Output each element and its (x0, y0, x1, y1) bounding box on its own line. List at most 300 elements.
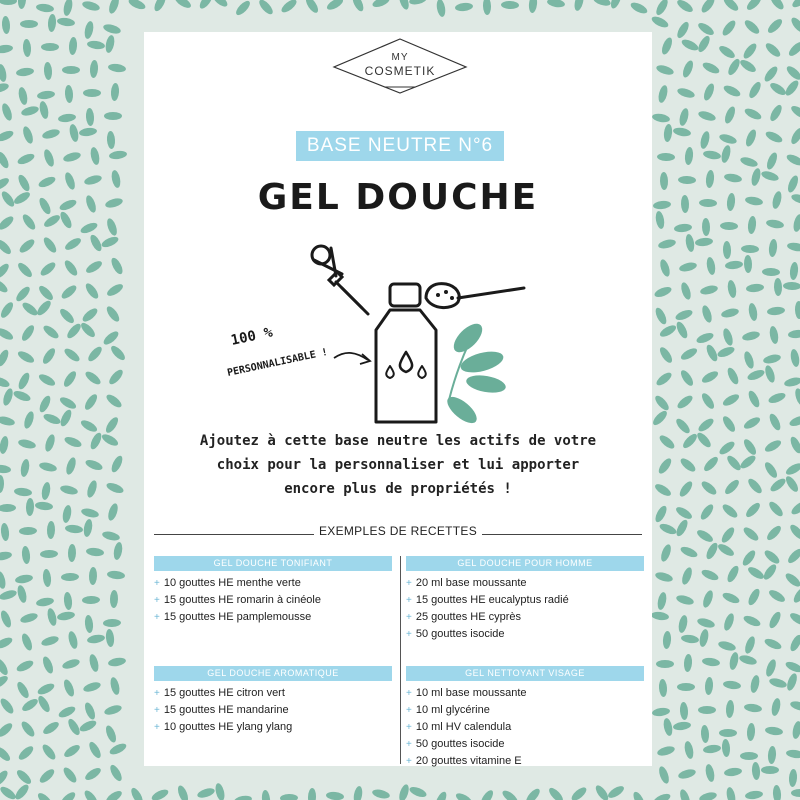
leaf-shape (86, 345, 104, 364)
leaf-shape (103, 703, 123, 716)
leaf-shape (16, 584, 28, 603)
leaf-shape (723, 680, 742, 690)
leaf-shape (764, 129, 784, 144)
leaf-shape (652, 707, 671, 717)
leaf-shape (662, 631, 671, 650)
leaf-shape (788, 633, 800, 653)
callout-label-text: PERSONNALISABLE ! (226, 346, 329, 379)
leaf-shape (85, 479, 98, 499)
leaf-shape (43, 62, 52, 81)
leaf-shape (787, 40, 800, 58)
leaf-shape (0, 63, 8, 82)
leaf-shape (744, 703, 763, 713)
callout-percent-text: 100 % (229, 324, 275, 349)
leaf-shape (704, 343, 719, 363)
leaf-shape (747, 80, 763, 100)
leaf-shape (744, 128, 758, 148)
leaf-shape (234, 0, 252, 17)
leaf-shape (741, 245, 759, 254)
ingredient-list (154, 575, 392, 626)
leaf-shape (83, 281, 100, 300)
leaf-shape (87, 740, 103, 760)
leaf-shape (501, 1, 519, 10)
ingredient-item: + 20 ml base moussante (406, 577, 527, 589)
recipe-title: GEL NETTOYANT VISAGE (406, 666, 644, 681)
leaf-shape (681, 432, 699, 451)
leaf-shape (40, 481, 51, 500)
leaf-shape (0, 609, 13, 629)
leaf-shape (654, 210, 665, 229)
leaf-shape (720, 307, 739, 319)
leaf-shape (14, 487, 33, 497)
leaf-shape (105, 629, 115, 648)
leaf-shape (746, 283, 765, 293)
leaf-shape (791, 789, 800, 797)
leaf-shape (658, 522, 678, 537)
leaf-shape (631, 790, 647, 800)
ingredient-item: + 15 gouttes HE citron vert (154, 687, 285, 699)
leaf-shape (744, 255, 753, 273)
plus-icon: + (406, 688, 412, 699)
leaf-shape (1, 16, 10, 35)
leaf-shape (16, 261, 34, 280)
leaf-shape (739, 155, 759, 168)
leaf-shape (786, 241, 800, 252)
leaf-shape (84, 615, 94, 634)
leaf-shape (660, 36, 674, 56)
leaf-shape (104, 789, 123, 800)
leaf-shape (654, 0, 670, 17)
leaf-shape (479, 788, 496, 800)
leaf-shape (740, 752, 758, 760)
leaf-shape (0, 464, 11, 474)
leaf-shape (770, 697, 782, 716)
leaf-shape (82, 596, 100, 605)
leaf-shape (326, 791, 345, 800)
leaf-shape (36, 681, 56, 696)
leaf-shape (702, 82, 716, 102)
leaf-shape (698, 628, 710, 647)
leaf-shape (483, 0, 492, 15)
dropper-icon (312, 246, 368, 314)
leaf-shape (197, 0, 214, 11)
leaf-shape (570, 785, 589, 800)
leaf-shape (433, 790, 448, 800)
leaf-shape (89, 146, 101, 165)
intro-text (174, 429, 622, 501)
leaf-shape (62, 369, 79, 388)
leaf-shape (763, 637, 783, 652)
leaf-shape (57, 17, 76, 27)
leaf-shape (15, 658, 35, 673)
leaf-shape (721, 739, 730, 758)
leaf-shape (719, 729, 737, 737)
leaf-shape (82, 518, 93, 537)
leaf-shape (761, 766, 779, 774)
bottle-icon (376, 284, 436, 422)
leaf-shape (762, 268, 780, 277)
leaf-shape (789, 348, 800, 367)
ingredient-item: + 10 gouttes HE menthe verte (154, 577, 301, 589)
leaf-shape (41, 720, 60, 737)
leaf-shape (62, 346, 81, 363)
ingredient-item: + 15 gouttes HE romarin à cinéole (154, 594, 321, 606)
leaf-shape (61, 573, 79, 582)
leaf-shape (716, 542, 736, 558)
leaf-shape (742, 350, 755, 370)
leaf-shape (528, 0, 538, 13)
leaf-shape (784, 474, 800, 493)
leaf-shape (696, 34, 712, 54)
leaf-shape (19, 527, 37, 536)
leaf-shape (721, 414, 738, 433)
leaf-shape (702, 657, 721, 667)
leaf-shape (20, 300, 39, 317)
leaf-shape (680, 566, 694, 586)
leaf-shape (66, 717, 82, 737)
leaf-shape (68, 544, 77, 562)
leaf-shape (746, 368, 766, 382)
leaf-shape (0, 0, 17, 5)
plus-icon: + (154, 595, 160, 606)
leaf-shape (40, 550, 58, 559)
leaf-shape (46, 607, 58, 626)
leaf-shape (0, 550, 13, 561)
leaf-shape (678, 788, 692, 800)
leaf-shape (38, 767, 57, 785)
leaf-shape (408, 0, 427, 6)
leaf-shape (658, 679, 667, 698)
leaf-shape (681, 634, 700, 644)
leaf-shape (768, 81, 787, 98)
leaf-shape (63, 236, 83, 252)
leaf-shape (371, 0, 391, 9)
leaf-shape (12, 389, 32, 403)
ingredient-item: + 50 gouttes isocide (406, 738, 505, 750)
leaf-shape (57, 704, 77, 719)
leaf-shape (746, 477, 764, 496)
leaf-shape (0, 82, 10, 95)
leaf-shape (767, 412, 782, 432)
leaf-shape (675, 393, 694, 410)
leaf-shape (62, 66, 80, 74)
leaf-shape (454, 791, 474, 800)
leaf-shape (83, 766, 102, 783)
leaf-shape (42, 569, 52, 588)
ingredient-item: + 15 gouttes HE mandarine (154, 704, 289, 716)
leaf-shape (0, 657, 10, 677)
leaf-shape (720, 222, 738, 231)
leaf-shape (653, 200, 672, 210)
leaf-shape (68, 123, 80, 142)
leaf-shape (717, 640, 737, 653)
leaf-shape (785, 64, 800, 82)
leaf-shape (308, 788, 317, 800)
intro-line: Ajoutez à cette base neutre les actifs de votre (199, 433, 597, 449)
leaf-shape (325, 0, 345, 12)
leaf-shape (702, 455, 720, 474)
leaf-shape (725, 366, 740, 386)
plus-icon: + (406, 756, 412, 767)
leaf-shape (37, 196, 53, 216)
leaf-shape (214, 782, 226, 800)
leaf-shape (653, 482, 673, 498)
leaf-shape (22, 39, 31, 58)
leaf-shape (176, 784, 190, 800)
leaf-shape (14, 285, 32, 304)
leaf-shape (721, 327, 734, 347)
leaf-shape (767, 306, 786, 316)
leaf-shape (68, 37, 77, 56)
leaf-shape (678, 176, 696, 185)
leaf-shape (679, 456, 698, 474)
leaf-shape (16, 349, 36, 365)
measuring-spoon-icon (426, 284, 524, 308)
leaf-shape (78, 718, 98, 733)
leaf-shape (59, 484, 78, 496)
leaf-shape (653, 504, 669, 524)
ingredient-item: + 25 gouttes HE cyprès (406, 611, 522, 623)
leaf-shape (656, 745, 676, 758)
leaf-shape (40, 634, 60, 647)
leaf-shape (657, 84, 669, 103)
leaf-shape (233, 794, 252, 800)
leaf-shape (699, 0, 716, 15)
leaf-shape (0, 435, 10, 454)
leaf-shape (104, 34, 116, 53)
leaf-shape (699, 199, 717, 208)
leaf-shape (63, 435, 83, 449)
leaf-shape (653, 306, 668, 326)
leaf-shape (0, 348, 11, 368)
leaf-shape (721, 392, 741, 408)
leaf-shape (772, 785, 781, 800)
leaf-shape (741, 330, 760, 342)
leaf-shape (768, 677, 788, 690)
leaf-shape (41, 655, 55, 675)
leaf-shape (127, 0, 147, 11)
leaf-shape (36, 3, 55, 13)
leaf-shape (679, 346, 699, 362)
leaf-shape (765, 524, 783, 543)
leaf-shape (719, 525, 736, 544)
leaf-shape (17, 438, 36, 450)
leaf-shape (37, 284, 55, 303)
leaf-shape (0, 300, 15, 319)
leaf-shape (104, 415, 121, 434)
leaf-shape (675, 0, 694, 14)
leaf-shape (37, 394, 52, 414)
leaf-shape (17, 86, 29, 105)
leaf-shape (0, 588, 18, 601)
leaf-shape (15, 680, 31, 700)
leaf-shape (15, 768, 34, 786)
leaf-shape (783, 78, 800, 97)
leaf-shape (42, 213, 62, 229)
leaf-shape (725, 454, 743, 473)
column-divider (400, 556, 401, 764)
leaf-shape (656, 591, 668, 610)
leaf-shape (84, 194, 98, 214)
ingredient-item: + 50 gouttes isocide (406, 628, 505, 640)
leaf-shape (653, 285, 673, 299)
leaf-shape (64, 456, 77, 476)
leaf-shape (20, 697, 39, 714)
leaf-shape (683, 740, 695, 759)
leaf-shape (700, 304, 713, 324)
leaf-shape (697, 109, 717, 122)
leaf-shape (725, 260, 744, 270)
leaf-shape (58, 395, 78, 411)
leaf-shape (705, 170, 715, 189)
leaf-shape (703, 744, 722, 754)
leaf-shape (722, 612, 736, 632)
leaf-shape (79, 418, 99, 434)
leaf-shape (767, 610, 783, 630)
leaf-shape (725, 564, 741, 584)
leaf-shape (767, 746, 776, 765)
leaf-shape (56, 610, 75, 621)
leaf-shape (85, 108, 94, 127)
leaf-shape (81, 306, 100, 324)
leaf-shape (655, 63, 675, 76)
leaf-shape (768, 325, 779, 344)
leaf-shape (62, 258, 79, 277)
leaf-shape (104, 304, 121, 323)
leaf-shape (88, 233, 104, 253)
leaf-shape (352, 785, 363, 800)
leaf-shape (0, 189, 17, 208)
leaf-shape (64, 85, 73, 104)
leaf-shape (102, 23, 122, 36)
leaf-shape (675, 594, 695, 607)
leaf-shape (698, 706, 716, 714)
leaf-shape (764, 41, 783, 59)
leaf-shape (629, 0, 649, 15)
leaf-shape (788, 769, 797, 788)
leaf-shape (20, 323, 37, 342)
leaf-shape (129, 786, 145, 800)
brand-logo (330, 37, 470, 99)
leaf-shape (79, 321, 97, 340)
leaf-shape (659, 543, 673, 563)
leaf-shape (788, 611, 800, 627)
recipe-block (154, 666, 392, 736)
leaf-shape (35, 501, 54, 511)
leaf-shape (109, 676, 121, 695)
leaf-shape (657, 238, 676, 250)
leaf-shape (658, 258, 671, 278)
leaf-shape (721, 591, 741, 606)
leaf-shape (83, 701, 97, 721)
leaf-shape (107, 570, 126, 580)
leaf-shape (21, 546, 31, 565)
leaf-shape (60, 283, 79, 301)
leaf-shape (785, 672, 799, 692)
recipe-card (144, 32, 652, 766)
leaf-shape (261, 790, 271, 800)
leaf-shape (67, 630, 79, 649)
leaf-shape (36, 694, 52, 714)
leaf-shape (257, 0, 275, 16)
leaf-shape (673, 721, 692, 731)
leaf-shape (17, 744, 36, 762)
ingredient-item: + 10 ml HV calendula (406, 721, 512, 733)
leaf-shape (652, 792, 672, 800)
leaf-shape (41, 128, 61, 141)
leaf-shape (683, 654, 692, 673)
leaf-shape (704, 763, 716, 782)
leaf-shape (0, 375, 11, 389)
leaf-shape (746, 565, 766, 581)
leaf-shape (20, 105, 40, 118)
leaf-shape (108, 741, 128, 756)
leaf-shape (350, 0, 365, 13)
leaf-shape (791, 585, 800, 604)
leaf-shape (79, 127, 98, 137)
leaf-shape (788, 329, 800, 339)
leaf-shape (84, 458, 104, 472)
leaf-shape (35, 596, 54, 607)
leaf-shape (660, 172, 669, 190)
leaf-shape (80, 507, 99, 519)
leaf-shape (0, 102, 14, 122)
leaf-shape (0, 262, 11, 281)
leaf-shape (743, 106, 763, 121)
leaf-shape (19, 611, 39, 624)
leaf-shape (764, 658, 778, 678)
leaf-shape (744, 501, 762, 520)
leaf-shape (0, 769, 10, 788)
leaf-shape (58, 307, 76, 326)
leaf-shape (83, 20, 95, 39)
leaf-shape (0, 523, 10, 542)
leaf-shape (83, 174, 103, 187)
leaf-shape (88, 653, 100, 672)
plus-icon: + (154, 688, 160, 699)
leaf-shape (47, 14, 56, 33)
leaf-shape (696, 416, 715, 433)
leaf-shape (39, 260, 58, 278)
leaf-shape (0, 745, 12, 763)
leaf-shape (790, 192, 800, 205)
leaf-shape (704, 677, 713, 696)
intro-line: choix pour la personnaliser et lui apporter (216, 457, 580, 473)
leaf-shape (679, 368, 696, 387)
recipe-block (154, 556, 392, 626)
leaf-shape (61, 765, 78, 784)
leaf-shape (62, 678, 76, 698)
leaf-shape (280, 794, 298, 800)
leaf-shape (716, 345, 736, 359)
leaf-shape (789, 700, 800, 713)
leaf-shape (680, 37, 700, 52)
leaf-shape (698, 502, 715, 521)
leaf-shape (695, 528, 715, 544)
leaf-shape (0, 784, 18, 800)
plus-icon: + (406, 705, 412, 716)
leaf-shape (59, 790, 78, 800)
recipe-title: GEL DOUCHE POUR HOMME (406, 556, 644, 571)
leaf-shape (722, 83, 742, 98)
leaf-shape (653, 394, 671, 413)
leaf-shape (16, 67, 35, 77)
leaf-shape (720, 144, 732, 163)
leaf-shape (701, 60, 721, 75)
leaf-shape (0, 129, 15, 144)
leaf-shape (741, 41, 758, 60)
leaf-shape (89, 60, 98, 79)
